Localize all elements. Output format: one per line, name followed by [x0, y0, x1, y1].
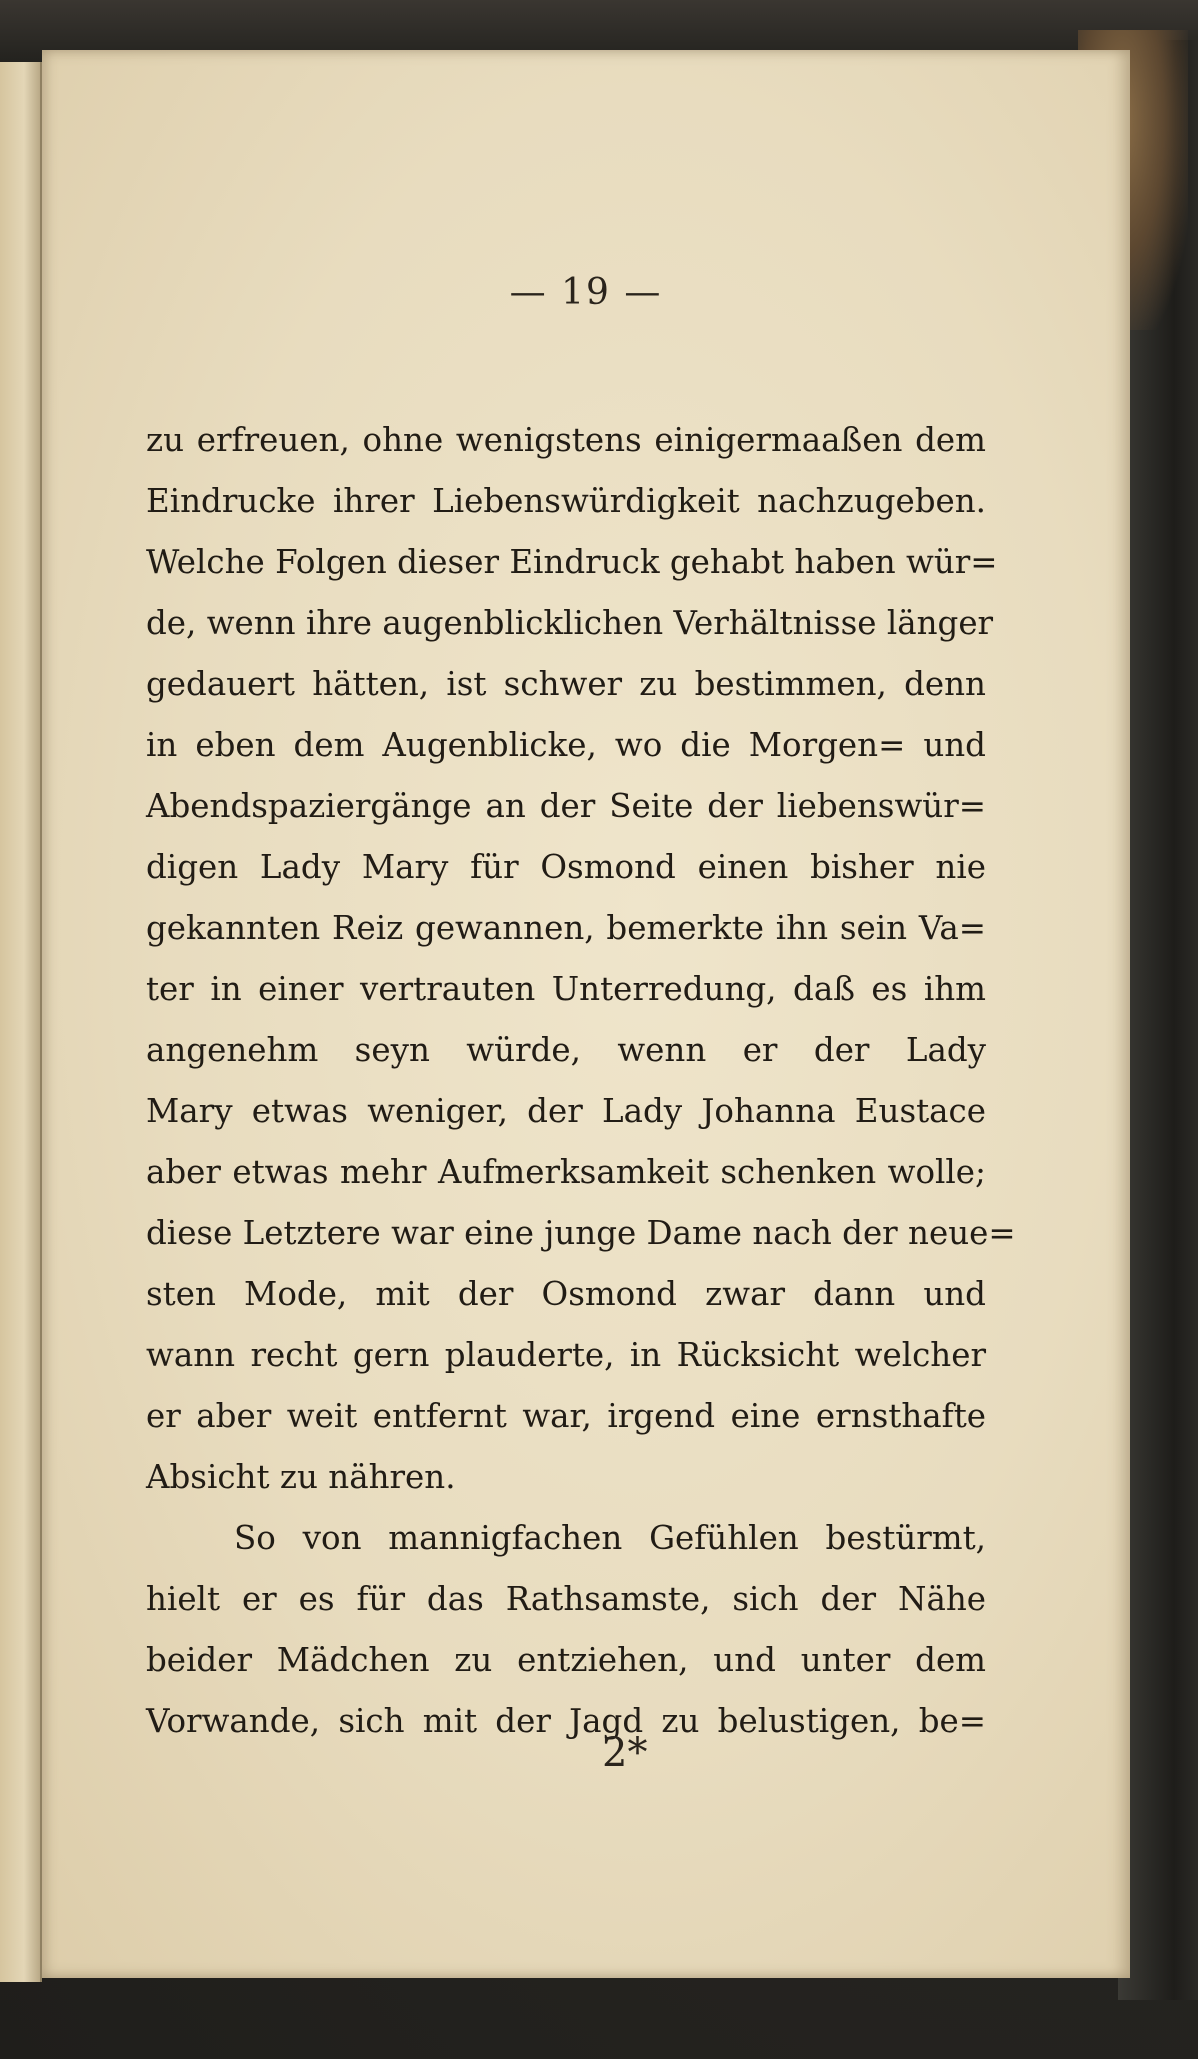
paragraph-start-line: So von mannigfachen Gefühlen bestürmt,	[234, 1519, 986, 1557]
body-text	[146, 410, 1016, 1752]
text-line: beider Mädchen zu entziehen, und unter dem	[146, 1641, 986, 1679]
text-line: Welche Folgen dieser Eindruck gehabt haben wür=	[146, 543, 998, 581]
text-line: wann recht gern plauderte, in Rücksicht welcher	[146, 1336, 986, 1374]
text-line: hielt er es für das Rathsamste, sich der Nähe	[146, 1580, 986, 1618]
text-line: de, wenn ihre augenblicklichen Verhältnisse länger	[146, 604, 994, 642]
text-line: digen Lady Mary für Osmond einen bisher nie	[146, 848, 986, 886]
text-line: sten Mode, mit der Osmond zwar dann und	[146, 1275, 986, 1313]
text-line: diese Letztere war eine junge Dame nach der neue=	[146, 1214, 1016, 1252]
text-line: gekannten Reiz gewannen, bemerkte ihn sein Va=	[146, 909, 986, 947]
text-line: ter in einer vertrauten Unterredung, daß es ihm	[146, 970, 986, 1008]
text-line: gedauert hätten, ist schwer zu bestimmen, denn	[146, 665, 986, 703]
page-number: — 19 —	[509, 272, 663, 313]
text-line: er aber weit entfernt war, irgend eine ernsthafte	[146, 1397, 986, 1435]
text-line: in eben dem Augenblicke, wo die Morgen= und	[146, 726, 986, 764]
text-line: aber etwas mehr Aufmerksamkeit schenken wolle;	[146, 1153, 986, 1191]
text-line: Abendspaziergänge an der Seite der liebenswür=	[146, 787, 986, 825]
previous-page-edge	[0, 62, 42, 1982]
paragraph-end-line: Absicht zu nähren.	[146, 1458, 456, 1496]
sheet-signature-mark: 2*	[602, 1730, 648, 1776]
text-line: Vorwande, sich mit der Jagd zu belustigen, be=	[146, 1702, 986, 1740]
book-cover-right-edge	[1118, 40, 1198, 2000]
text-line: Eindrucke ihrer Liebenswürdigkeit nachzugeben.	[146, 482, 986, 520]
text-line: angenehm seyn würde, wenn er der Lady	[146, 1031, 986, 1069]
book-page	[42, 50, 1130, 1978]
text-line: zu erfreuen, ohne wenigstens einigermaaßen dem	[146, 421, 986, 459]
text-line: Mary etwas weniger, der Lady Johanna Eustace	[146, 1092, 986, 1130]
